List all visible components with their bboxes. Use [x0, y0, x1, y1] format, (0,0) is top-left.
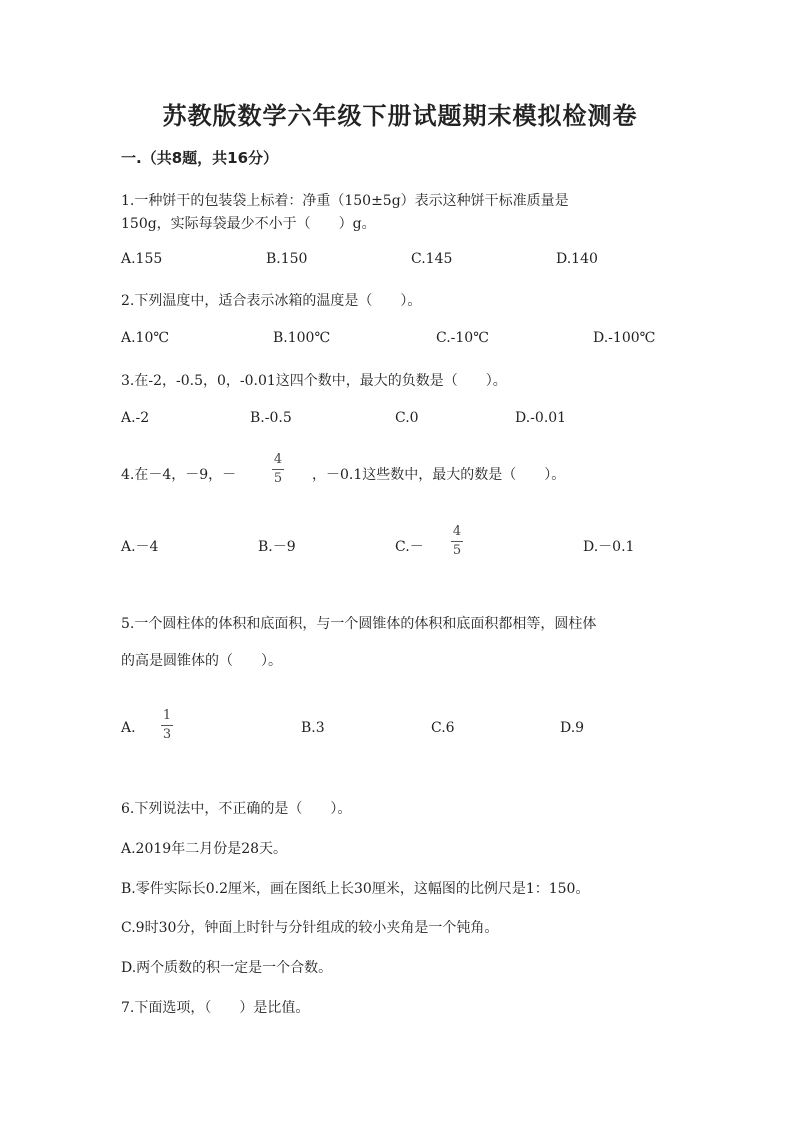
question-4-text-end: ，－0.1这些数中，最大的数是（ ）。 — [312, 467, 566, 483]
page-title: 苏教版数学六年级下册试题期末模拟检测卷 — [162, 102, 638, 130]
question-1-line-1: 1.一种饼干的包装袋上标着：净重（150±5g）表示这种饼干标准质量是 — [121, 193, 569, 209]
fraction-bar — [451, 541, 463, 542]
fraction-bar — [161, 725, 173, 726]
fraction-denominator: 3 — [162, 727, 172, 742]
question-5-line-2: 的高是圆锥体的（ ）。 — [121, 653, 282, 669]
question-2-text: 2.下列温度中，适合表示冰箱的温度是（ ）。 — [121, 293, 422, 309]
fraction-numerator: 4 — [452, 524, 462, 539]
question-1-option-b: B.150 — [266, 251, 308, 267]
question-6-option-c: C.9时30分，钟面上时针与分针组成的较小夹角是一个钝角。 — [121, 920, 499, 936]
question-5-option-b: B.3 — [301, 720, 325, 736]
question-6-text: 6.下列说法中，不正确的是（ ）。 — [121, 801, 352, 817]
fraction-denominator: 5 — [452, 543, 462, 558]
fraction-denominator: 5 — [273, 471, 283, 486]
section-heading: 一.（共8题，共16分） — [121, 149, 279, 167]
question-2-option-a: A.10℃ — [121, 330, 170, 346]
question-6-option-b: B.零件实际长0.2厘米，画在图纸上长30厘米，这幅图的比例尺是1：150。 — [121, 881, 590, 897]
fraction-bar — [272, 469, 284, 470]
question-1-line-2: 150g，实际每袋最少不小于（ ）g。 — [121, 216, 376, 232]
question-1-option-d: D.140 — [556, 251, 598, 267]
question-4-option-c-fraction — [451, 524, 463, 559]
fraction-numerator: 4 — [273, 452, 283, 467]
question-5-option-a: A. — [121, 720, 136, 736]
question-2-option-d: D.-100℃ — [593, 330, 656, 346]
question-4-text-start: 4.在－4，－9，－ — [121, 467, 237, 483]
question-3-text: 3.在-2，-0.5，0，-0.01这四个数中，最大的负数是（ ）。 — [121, 373, 507, 389]
question-3-option-b: B.-0.5 — [250, 410, 292, 426]
question-5-option-c: C.6 — [431, 720, 455, 736]
question-3-option-d: D.-0.01 — [515, 410, 567, 426]
question-3-option-a: A.-2 — [121, 410, 150, 426]
question-3-option-c: C.0 — [395, 410, 419, 426]
question-5-line-1: 5.一个圆柱体的体积和底面积，与一个圆锥体的体积和底面积都相等，圆柱体 — [121, 616, 597, 632]
question-7-text: 7.下面选项，（ ）是比值。 — [121, 1000, 310, 1016]
question-1-option-a: A.155 — [121, 251, 163, 267]
question-2-option-b: B.100℃ — [273, 330, 331, 346]
question-2-option-c: C.-10℃ — [436, 330, 489, 346]
question-6-option-d: D.两个质数的积一定是一个合数。 — [121, 960, 333, 976]
question-4-option-d: D.－0.1 — [583, 539, 635, 555]
question-1-option-c: C.145 — [411, 251, 453, 267]
question-5-option-a-fraction — [161, 708, 173, 743]
question-5-option-d: D.9 — [560, 720, 585, 736]
question-4-option-b: B.－9 — [258, 539, 296, 555]
question-4-option-c: C.－ — [395, 539, 424, 555]
question-6-option-a: A.2019年二月份是28天。 — [121, 841, 288, 857]
fraction-numerator: 1 — [162, 708, 172, 723]
question-4-fraction — [272, 452, 284, 487]
question-4-option-a: A.－4 — [121, 539, 159, 555]
